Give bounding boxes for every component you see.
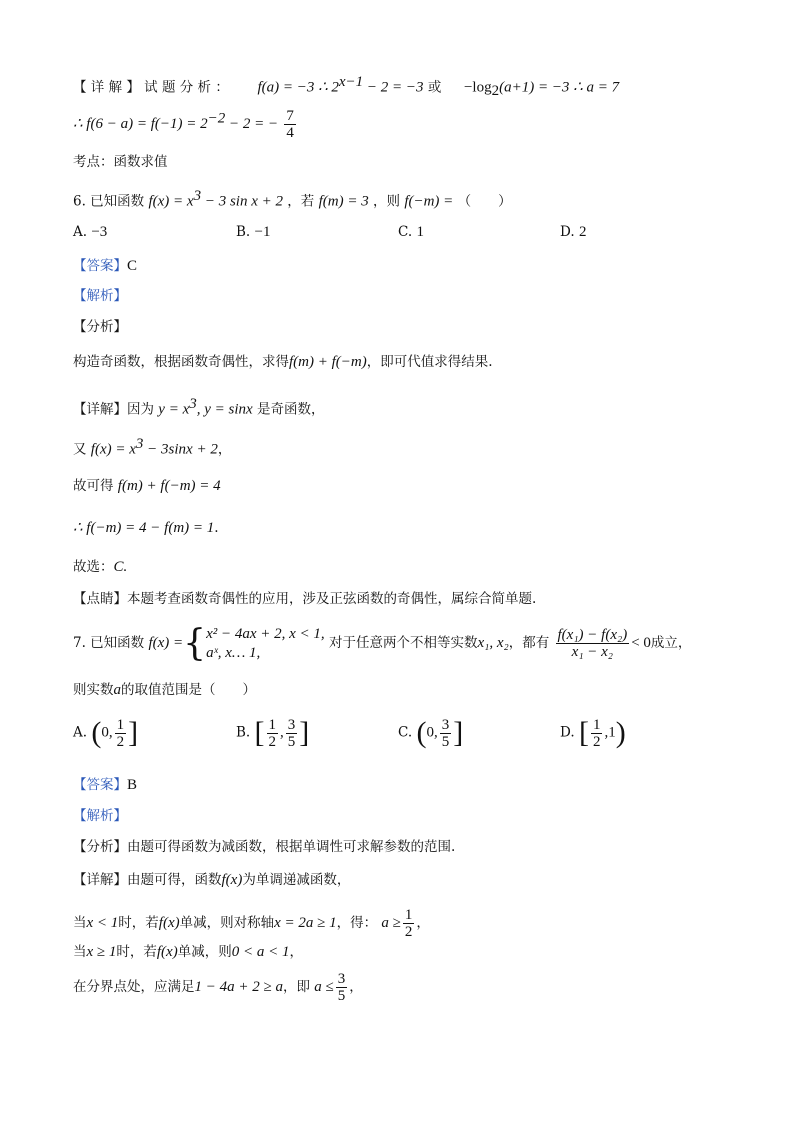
math-expr: x₁, x₂ <box>477 635 509 651</box>
solution-line-2 <box>73 108 298 141</box>
piecewise-cases <box>206 625 325 663</box>
math-expr: − 2 = −3 <box>363 79 424 96</box>
q7-line-2: 则实数a的取值范围是（ ） <box>73 682 256 698</box>
math-expr: (a+1) = −3 ∴ a = 7 <box>499 79 620 96</box>
numerator: 7 <box>286 108 294 124</box>
math-expr: ∴ f(6 − a) = f(−1) = 2 <box>73 116 208 132</box>
q6-fenxi: 构造奇函数，根据函数奇偶性，求得f(m) + f(−m)，即可代值求得结果. <box>73 354 493 370</box>
q7-option-d[interactable]: D. [ $\frac{1}{2}$ ,1) <box>560 716 626 750</box>
q7-option-b[interactable]: B. [ $\frac{1}{2}$ , $\frac{3}{5}$ ] <box>236 716 310 750</box>
q7-option-a[interactable]: A. (0, $\frac{1}{2}$ ] <box>73 716 139 750</box>
or-text: 或 <box>427 79 442 96</box>
q7-answer: 【答案】B <box>73 777 138 793</box>
solution-line-1 <box>73 72 619 101</box>
question-7-prefix: 7. 已知函数 <box>73 635 145 651</box>
math-exponent: x−1 <box>338 74 364 90</box>
case-2: aˣ, x… 1, <box>206 644 261 661</box>
brace: { <box>183 622 207 664</box>
q6-option-b[interactable]: B. −1 <box>236 224 271 240</box>
q6-option-a[interactable]: A. −3 <box>73 224 108 240</box>
q6-detail-1: 【详解】因为 $y = x^3$, y = sinx 是奇函数， <box>73 396 325 418</box>
q6-dianjing: 【点睛】本题考查函数奇偶性的应用，涉及正弦函数的奇偶性，属综合简单题. <box>73 591 537 607</box>
q7-detail-1: 【详解】由题可得，函数f(x)为单调递减函数， <box>73 872 351 888</box>
math-expr: −log <box>463 79 492 96</box>
q7-detail-3: 当x ≥ 1时，若f(x)单减，则0 < a < 1， <box>73 944 303 960</box>
detail-tag: 【详解】 <box>73 401 127 418</box>
q6-option-d[interactable]: D. 2 <box>560 224 587 240</box>
q6-option-c[interactable]: C. 1 <box>398 224 424 240</box>
math-exponent: 3 <box>193 188 202 204</box>
math-expr: f(m) + f(−m) = 4 <box>117 478 221 494</box>
q6-answer <box>73 256 137 276</box>
q6-detail-3: 故可得 f(m) + f(−m) = 4 <box>73 478 221 494</box>
math-expr: − 2 = − <box>225 116 279 132</box>
math-expr: f(−m) = <box>404 193 454 210</box>
question-6 <box>73 186 512 212</box>
q7-detail-4: 在分界点处，应满足1 − 4a + 2 ≥ a，即 a ≤ $\frac{3}{5}$ ， <box>73 971 363 1004</box>
math-expr: f(x) = x <box>90 441 136 458</box>
denominator: 4 <box>286 125 294 141</box>
math-expr: ∴ f(−m) = 4 − f(m) = 1 <box>73 520 215 536</box>
answer-value: C <box>127 258 138 274</box>
math-expr: f(x) = x <box>148 193 194 210</box>
answer-tag: 【答案】 <box>73 258 127 274</box>
q6-choose: 故选：C. <box>73 559 128 575</box>
case-1: x² − 4ax + 2, x < 1, <box>206 625 325 642</box>
math-exponent: −2 <box>207 110 226 127</box>
text: ，则 <box>373 193 401 210</box>
math-expr: − 3 sin x + 2 <box>201 193 283 210</box>
q7-fenxi: 【分析】由题可得函数为减函数，根据单调性可求解参数的范围. <box>73 839 456 855</box>
q7-jiexi-tag: 【解析】 <box>73 808 127 824</box>
kaodian-line: 考点：函数求值 <box>73 154 168 170</box>
math-expr: f(m) + f(−m) <box>289 354 367 370</box>
q6-fenxi-tag: 【分析】 <box>73 319 127 335</box>
math-expr: f(a) = −3 ∴ 2 <box>257 79 339 96</box>
question-6-prefix: 6. 已知函数 <box>73 193 145 210</box>
q7-detail-2: 当x < 1时，若f(x)单减，则对称轴x = 2a ≥ 1，得： a ≥ $\frac{1}{2}$ ， <box>73 907 430 940</box>
q7-option-c[interactable]: C. (0, $\frac{3}{5}$ ] <box>398 716 464 750</box>
math-subscript: 2 <box>491 83 500 100</box>
detail-label: 【 详 解 】 试 题 分 析 ： <box>73 79 229 96</box>
q6-detail-4: ∴ f(−m) = 4 − f(m) = 1. <box>73 520 219 536</box>
math-expr: y = x <box>158 401 190 418</box>
question-7: 7. 已知函数 f(x) ={ x² − 4ax + 2, x < 1, aˣ, x… 1, 对于任意两个不相等实数x₁, x₂，都有 $\frac{\text{f(x₁) − f(x₂)}}{\text{x₁ − x₂}}$ < 0成立， <box>73 622 692 664</box>
math-expr: f(x) = <box>148 635 184 651</box>
q6-jiexi-tag: 【解析】 <box>73 288 127 304</box>
math-expr: f(m) = 3 <box>318 193 369 210</box>
text: ，若 <box>287 193 315 210</box>
blank: （ ） <box>457 193 512 210</box>
q6-detail-2: 又 $f(x) = x^3 - 3\sin x + 2$， <box>73 436 232 458</box>
dianjing-tag: 【点睛】 <box>73 591 127 607</box>
fraction <box>284 108 296 141</box>
fraction: $\frac{\text{f(x₁) − f(x₂)}}{\text{x₁ − x₂}}$ <box>557 627 628 660</box>
